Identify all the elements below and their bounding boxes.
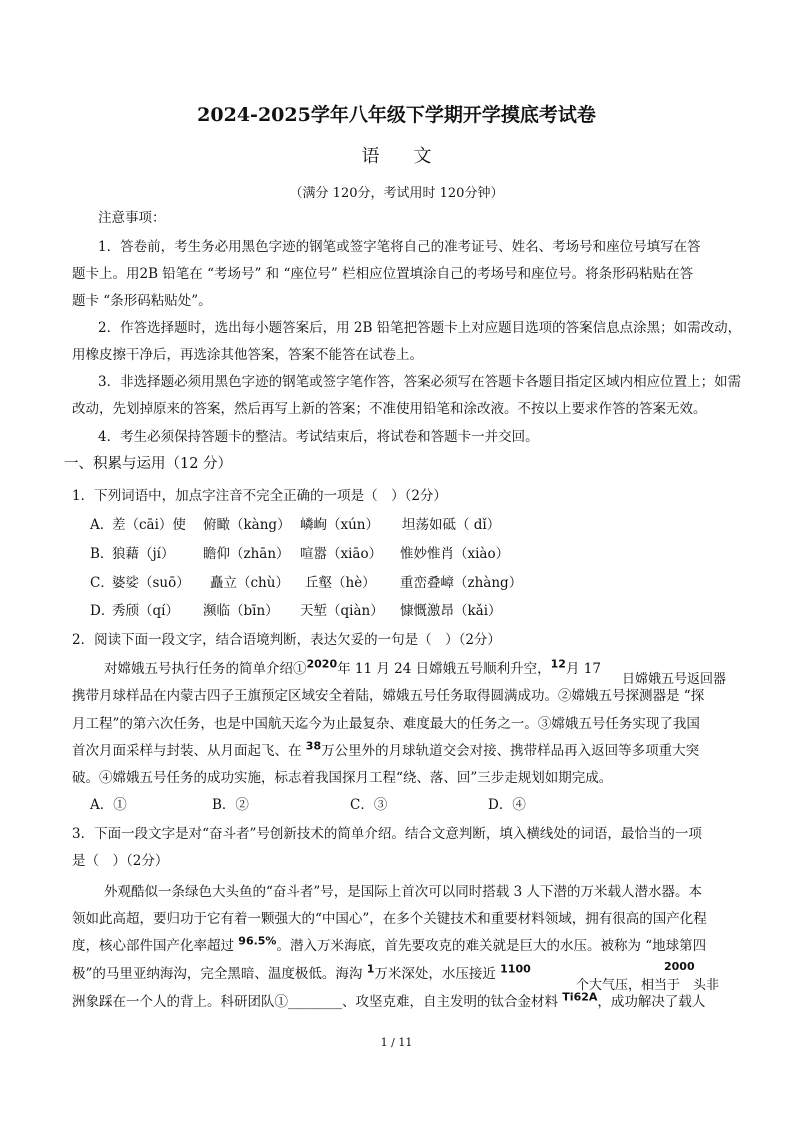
note-2-line-1: 2．作答选择题时，选出每小题答案后，用 2B 铅笔把答题卡上对应题目选项的答案信息点涂黑；如需改动， [98, 320, 742, 336]
q1-a-word-2: 俯瞰（kàng） [203, 517, 291, 533]
q1-c-word-1: 婆娑（suō） [112, 575, 190, 591]
notes-heading: 注意事项： [98, 210, 166, 226]
q2-p1-text-a: 对嫦娥五号执行任务的简单介绍① [104, 661, 307, 677]
q2-p1-text-b: 年 11 月 24 日嫦娥五号顺利升空， [337, 661, 551, 677]
q3-stem-line-2: 是（ ）（2分） [72, 853, 169, 869]
q1-a-word-3: 嶙峋（xún） [300, 517, 380, 533]
q3-p4-elephants: 2000 [664, 960, 695, 973]
note-2-line-2: 用橡皮擦干净后，再选涂其他答案，答案不能答在试卷上。 [72, 347, 423, 363]
q1-option-b-label: B． [90, 546, 114, 562]
q2-p4-text-a: 首次月面采样与封装、从月面起飞、在 [72, 743, 306, 759]
q1-option-a-label: A． [90, 517, 114, 533]
q2-passage-line-4 [72, 739, 699, 759]
q3-p4-text-c: 个大气压，相当于 [576, 978, 681, 993]
note-3-line-1: 3．非选择题必须用黑色字迹的钢笔或签字笔作答，答案必须写在答题卡各题目指定区域内相应位置上；如需 [98, 374, 742, 390]
q3-p5-text-a: 洲象踩在一个人的背上。科研团队①________、攻坚克难，自主发明的钛合金材料 [72, 994, 563, 1010]
q2-passage-line-2: 携带月球样品在内蒙古四子王旗预定区域安全着陆，嫦娥五号任务取得圆满成功。②嫦娥五号探测器是 “探 [72, 688, 705, 704]
q2-passage-line-3: 月工程”的第六次任务，也是中国航天迄今为止最复杂、难度最大的任务之一。③嫦娥五号任务实现了我国 [72, 716, 700, 732]
q3-p4-depth: 1 [366, 962, 375, 976]
q3-p4-text-b: 万米深处，水压接近 [374, 966, 501, 982]
q2-p1-month: 12 [550, 657, 566, 671]
q1-c-word-4: 重峦叠嶂（zhàng） [400, 575, 523, 591]
q2-option-c: C．③ [350, 797, 388, 813]
q1-option-d-label: D． [90, 603, 115, 619]
section-1-heading: 一、积累与运用（12 分） [64, 456, 233, 472]
subject-char-1: 语 [361, 146, 380, 167]
q3-passage-line-5 [72, 990, 705, 1010]
q1-b-word-4: 惟妙惟肖（xiào） [400, 546, 510, 562]
q1-d-word-4: 慷慨激昂（kǎi） [400, 603, 502, 619]
q2-option-b: B．② [212, 797, 249, 813]
q1-a-word-1: 差（cāi）使 [112, 517, 186, 533]
q2-p4-distance: 38 [305, 739, 322, 753]
q2-p4-text-b: 万公里外的月球轨道交会对接、携带样品再入返回等多项重大突 [321, 743, 700, 759]
q2-stem: 2．阅读下面一段文字，结合语境判断，表达欠妥的一句是（ ）（2分） [72, 632, 501, 648]
exam-meta: （满分 120分，考试用时 120分钟） [289, 186, 504, 201]
q3-p4-pressure: 1100 [500, 962, 531, 976]
note-3-line-2: 改动，先划掉原来的答案，然后再写上新的答案；不准使用铅笔和涂改液。不按以上要求作答的答案无效。 [72, 401, 707, 417]
note-1-line-2: 题卡上。用2B 铅笔在 “考场号” 和 “座位号” 栏相应位置填涂自己的考场号和座位号。将条形码粘贴在答 [72, 266, 694, 282]
q3-stem-line-1: 3．下面一段文字是对“奋斗者”号创新技术的简单介绍。结合文意判断，填入横线处的词语，最恰当的一项 [72, 826, 702, 842]
q1-stem: 1．下列词语中，加点字注音不完全正确的一项是（ ）（2分） [72, 488, 447, 504]
q3-passage-line-1: 外观酷似一条绿色大头鱼的“奋斗者”号，是国际上首次可以同时搭载 3 人下潜的万米载人潜水器。本 [104, 884, 702, 900]
subject-char-2: 文 [413, 146, 432, 167]
q2-p1-year: 2020 [306, 657, 338, 671]
note-1-line-3: 题卡 “条形码粘贴处”。 [72, 293, 212, 309]
q2-passage-line-5: 破。④嫦娥五号任务的成功实施，标志着我国探月工程“绕、落、回”三步走规划如期完成。 [72, 770, 613, 786]
q2-option-a: A．① [90, 797, 127, 813]
q1-b-word-1: 狼藉（jí） [112, 546, 175, 562]
q3-passage-line-3 [72, 934, 706, 954]
note-4-line-1: 4．考生必须保持答题卡的整洁。考试结束后，将试卷和答题卡一并交回。 [98, 429, 539, 445]
q1-b-word-3: 喧嚣（xiāo） [300, 546, 383, 562]
q2-p1-tail: 日嫦娥五号返回器 [622, 672, 727, 687]
q1-d-word-3: 天堑（qiàn） [300, 603, 384, 619]
q1-d-word-1: 秀颀（qí） [112, 603, 179, 619]
q3-p4-text-d: 头非 [693, 978, 720, 993]
q3-passage-line-2: 领如此高超，要归功于它有着一颗强大的“中国心”，在多个关键技术和重要材料领域，拥有很高的国产化程 [72, 911, 707, 927]
q3-p5-material: Ti62A [562, 990, 598, 1004]
subject-title [0, 142, 793, 168]
page-number: 1 / 11 [380, 1036, 413, 1049]
q3-p5-text-b: ，成功解决了载人 [597, 994, 706, 1010]
q3-p3-text-b: 。潜入万米海底，首先要攻克的难关就是巨大的水压。被称为 “地球第四 [276, 938, 707, 954]
q2-passage-line-1 [104, 657, 601, 677]
q3-p3-rate: 96.5% [238, 934, 277, 948]
q3-p4-text-a: 极”的马里亚纳海沟，完全黑暗、温度极低。海沟 [72, 966, 367, 982]
q1-a-word-4: 坦荡如砥（ dǐ） [402, 517, 501, 533]
q1-d-word-2: 濒临（bīn） [203, 603, 279, 619]
note-1-line-1: 1．答卷前，考生务必用黑色字迹的钢笔或签字笔将自己的准考证号、姓名、考场号和座位号填写在答 [98, 239, 701, 255]
q1-option-c-label: C． [90, 575, 114, 591]
q3-passage-line-4 [72, 962, 531, 982]
q1-c-word-3: 丘壑（hè） [305, 575, 376, 591]
q3-p3-text-a: 度，核心部件国产化率超过 [72, 938, 239, 954]
exam-title: 2024-2025学年八年级下学期开学摸底考试卷 [197, 104, 596, 126]
q1-b-word-2: 瞻仰（zhān） [203, 546, 290, 562]
q1-c-word-2: 矗立（chù） [210, 575, 289, 591]
q2-p1-text-c: 月 17 [565, 661, 601, 677]
q2-option-d: D．④ [488, 797, 526, 813]
